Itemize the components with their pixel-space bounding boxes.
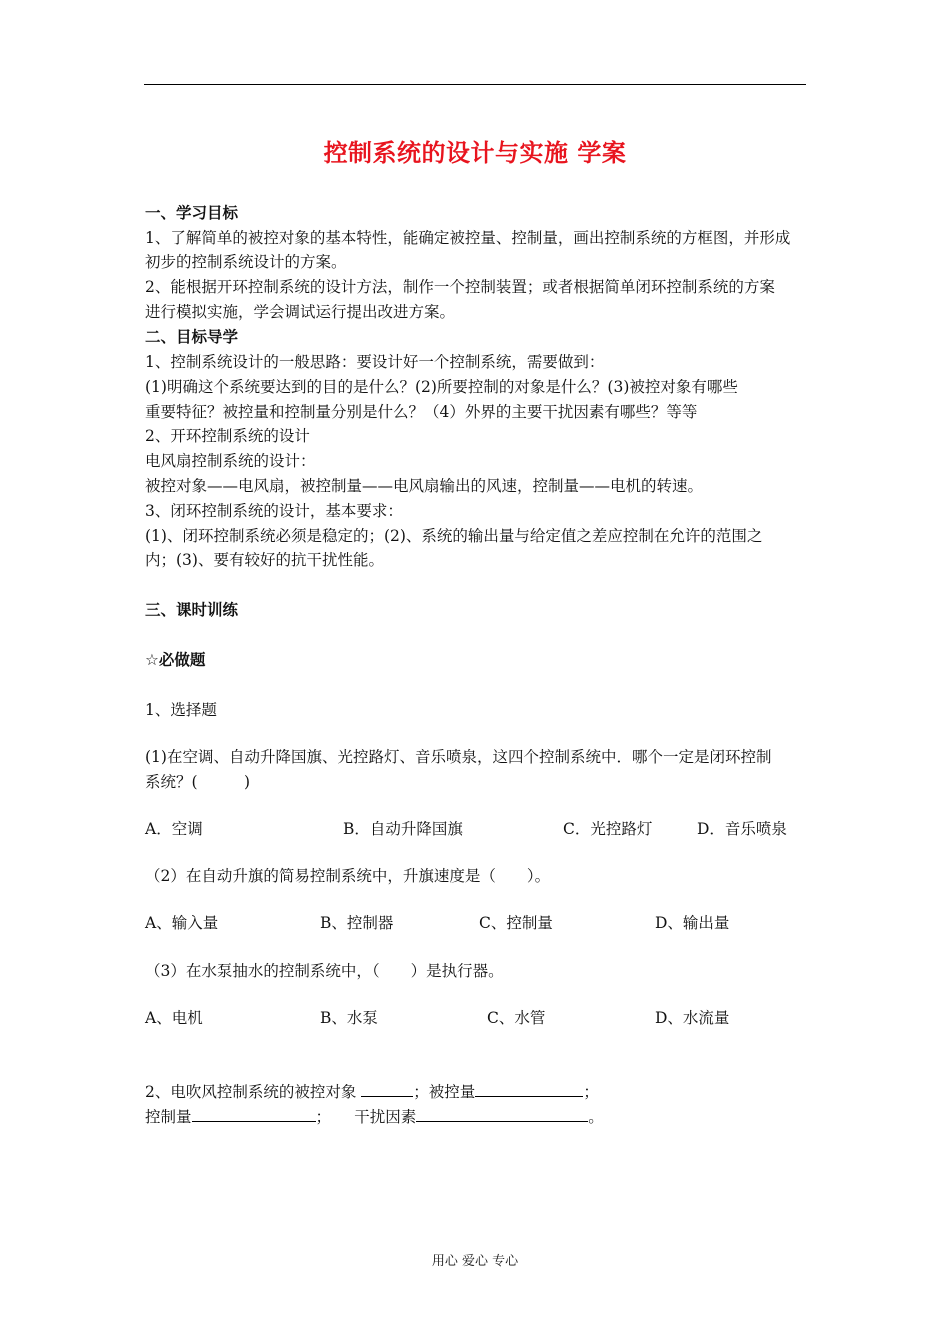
goal-line-4: 进行模拟实施，学会调试运行提出改进方案。: [145, 303, 456, 321]
question-1-title: 1、选择题: [145, 701, 217, 719]
header-rule: [144, 84, 806, 85]
goal-line-1: 1、了解简单的被控对象的基本特性，能确定被控量、控制量，画出控制系统的方框图，并形成: [145, 229, 791, 247]
question-1-3-option-c: C、水管: [487, 1009, 546, 1027]
page-title: 控制系统的设计与实施 学案: [323, 139, 627, 167]
page-footer: 用心 爱心 专心: [431, 1254, 519, 1269]
semicolon: ；: [583, 1083, 599, 1101]
question-2-control-label: 控制量: [145, 1108, 192, 1126]
guide-line-1: 1、控制系统设计的一般思路：要设计好一个控制系统，需要做到：: [145, 353, 605, 371]
question-1-1-text-b: 系统？( ): [145, 773, 251, 791]
question-1-1-option-a: A．空调: [145, 820, 203, 838]
question-1-2-option-d: D、输出量: [655, 914, 730, 932]
question-2-disturbance-label: ； 干扰因素: [315, 1108, 417, 1126]
question-2-controlled-label: ；被控量: [413, 1083, 476, 1101]
question-1-1-option-c: C．光控路灯: [563, 820, 653, 838]
question-1-3-option-a: A、电机: [145, 1009, 203, 1027]
guide-line-2: (1)明确这个系统要达到的目的是什么？(2)所要控制的对象是什么？(3)被控对象有哪些: [145, 378, 738, 396]
guide-line-3: 重要特征？被控量和控制量分别是什么？（4）外界的主要干扰因素有哪些？等等: [145, 403, 698, 421]
guide-line-5: 电风扇控制系统的设计：: [145, 452, 316, 470]
guide-line-9: 内；(3)、要有较好的抗干扰性能。: [145, 551, 384, 569]
answer-blank-disturbance[interactable]: [416, 1106, 588, 1122]
guide-line-4: 2、开环控制系统的设计: [145, 427, 310, 445]
question-1-3-option-b: B、水泵: [320, 1009, 378, 1027]
goal-line-3: 2、能根据开环控制系统的设计方法，制作一个控制装置；或者根据简单闭环控制系统的方案: [145, 278, 775, 296]
question-1-1-option-b: B．自动升降国旗: [343, 820, 463, 838]
answer-blank-object[interactable]: [361, 1081, 413, 1097]
question-1-2-option-a: A、输入量: [145, 914, 219, 932]
guide-line-6: 被控对象——电风扇，被控制量——电风扇输出的风速，控制量——电机的转速。: [145, 477, 704, 495]
question-1-3-text: （3）在水泵抽水的控制系统中，（ ）是执行器。: [145, 962, 504, 980]
guide-line-8: (1)、闭环控制系统必须是稳定的；(2)、系统的输出量与给定值之差应控制在允许的范围之: [145, 527, 763, 545]
question-1-3-option-d: D、水流量: [655, 1009, 730, 1027]
answer-blank-controlled-quantity[interactable]: [475, 1081, 583, 1097]
question-1-2-option-b: B、控制器: [320, 914, 394, 932]
section-heading-goals: 一、学习目标: [145, 204, 239, 222]
section-heading-guide: 二、目标导学: [145, 328, 239, 346]
question-1-2-text: （2）在自动升旗的简易控制系统中，升旗速度是（ ）。: [145, 867, 551, 885]
goal-line-2: 初步的控制系统设计的方案。: [145, 253, 347, 271]
question-1-1-text-a: (1)在空调、自动升降国旗、光控路灯、音乐喷泉，这四个控制系统中．哪个一定是闭环控制: [145, 748, 772, 766]
question-2-line-1: [145, 1081, 599, 1102]
period: 。: [588, 1108, 604, 1126]
required-label: ☆必做题: [145, 651, 206, 669]
question-2-object-label: 2、电吹风控制系统的被控对象: [145, 1083, 362, 1101]
question-1-2-option-c: C、控制量: [479, 914, 553, 932]
guide-line-7: 3、闭环控制系统的设计，基本要求：: [145, 502, 403, 520]
section-heading-practice: 三、课时训练: [145, 601, 239, 619]
answer-blank-control-quantity[interactable]: [192, 1106, 316, 1122]
question-2-line-2: [145, 1106, 604, 1127]
question-1-1-option-d: D．音乐喷泉: [697, 820, 787, 838]
